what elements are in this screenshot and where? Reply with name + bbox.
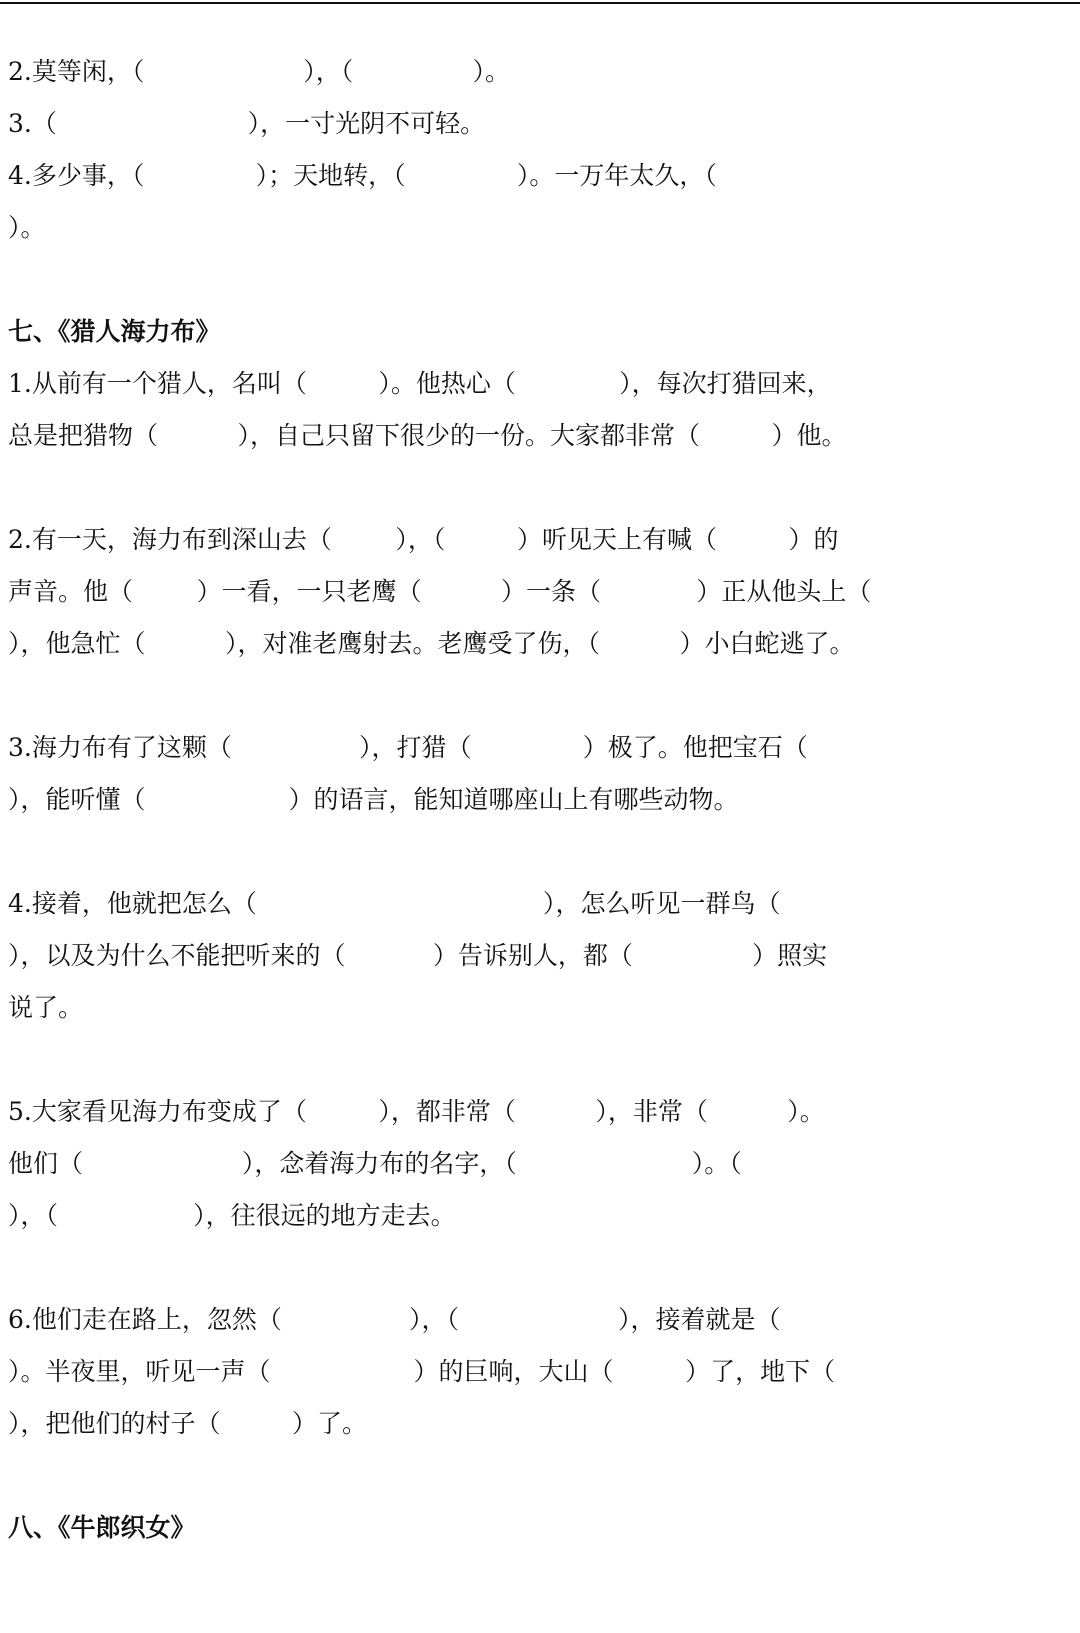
line-six-4a: 4.多少事，（ ）；天地转，（ ）。一万年太久，（ — [8, 161, 717, 190]
worksheet-page — [8, 46, 1076, 1554]
section-title-eight: 八、《牛郎织女》 — [8, 1513, 196, 1542]
line-seven-6c: ），把他们的村子（ ）了。 — [8, 1409, 368, 1438]
top-rule — [0, 2, 1080, 4]
line-seven-5a: 5.大家看见海力布变成了（ ），都非常（ ），非常（ ）。 — [8, 1097, 825, 1126]
spacer — [8, 1034, 1076, 1086]
spacer — [8, 1242, 1076, 1294]
line-seven-5b: 他们（ ），念着海力布的名字，（ ）。（ — [8, 1149, 742, 1178]
line-seven-4b: ），以及为什么不能把听来的（ ）告诉别人，都（ ）照实 — [8, 941, 828, 970]
spacer — [8, 826, 1076, 878]
spacer — [8, 462, 1076, 514]
line-seven-1b: 总是把猎物（ ），自己只留下很少的一份。大家都非常（ ）他。 — [8, 421, 847, 450]
line-seven-2c: ），他急忙（ ），对准老鹰射去。老鹰受了伤，（ ）小白蛇逃了。 — [8, 629, 855, 658]
section-title-seven: 七、《猎人海力布》 — [8, 317, 221, 346]
line-seven-4c: 说了。 — [8, 993, 84, 1022]
line-six-2: 2.莫等闲，（ ），（ ）。 — [8, 57, 510, 86]
line-seven-3b: ），能听懂（ ）的语言，能知道哪座山上有哪些动物。 — [8, 785, 739, 814]
line-seven-3a: 3.海力布有了这颗（ ），打猎（ ）极了。他把宝石（ — [8, 733, 808, 762]
spacer — [8, 254, 1076, 306]
line-seven-5c: ），（ ），往很远的地方走去。 — [8, 1201, 456, 1230]
spacer — [8, 670, 1076, 722]
spacer — [8, 1450, 1076, 1502]
line-seven-2a: 2.有一天，海力布到深山去（ ），（ ）听见天上有喊（ ）的 — [8, 525, 839, 554]
line-seven-6b: ）。半夜里，听见一声（ ）的巨响，大山（ ）了，地下（ — [8, 1357, 836, 1386]
line-seven-6a: 6.他们走在路上，忽然（ ），（ ），接着就是（ — [8, 1305, 781, 1334]
line-seven-1a: 1.从前有一个猎人，名叫（ ）。他热心（ ），每次打猎回来， — [8, 369, 832, 398]
line-seven-4a: 4.接着，他就把怎么（ ），怎么听见一群鸟（ — [8, 889, 781, 918]
line-seven-2b: 声音。他（ ）一看，一只老鹰（ ）一条（ ）正从他头上（ — [8, 577, 872, 606]
line-six-3: 3.（ ），一寸光阴不可轻。 — [8, 109, 486, 138]
line-six-4b: ）。 — [8, 213, 46, 242]
